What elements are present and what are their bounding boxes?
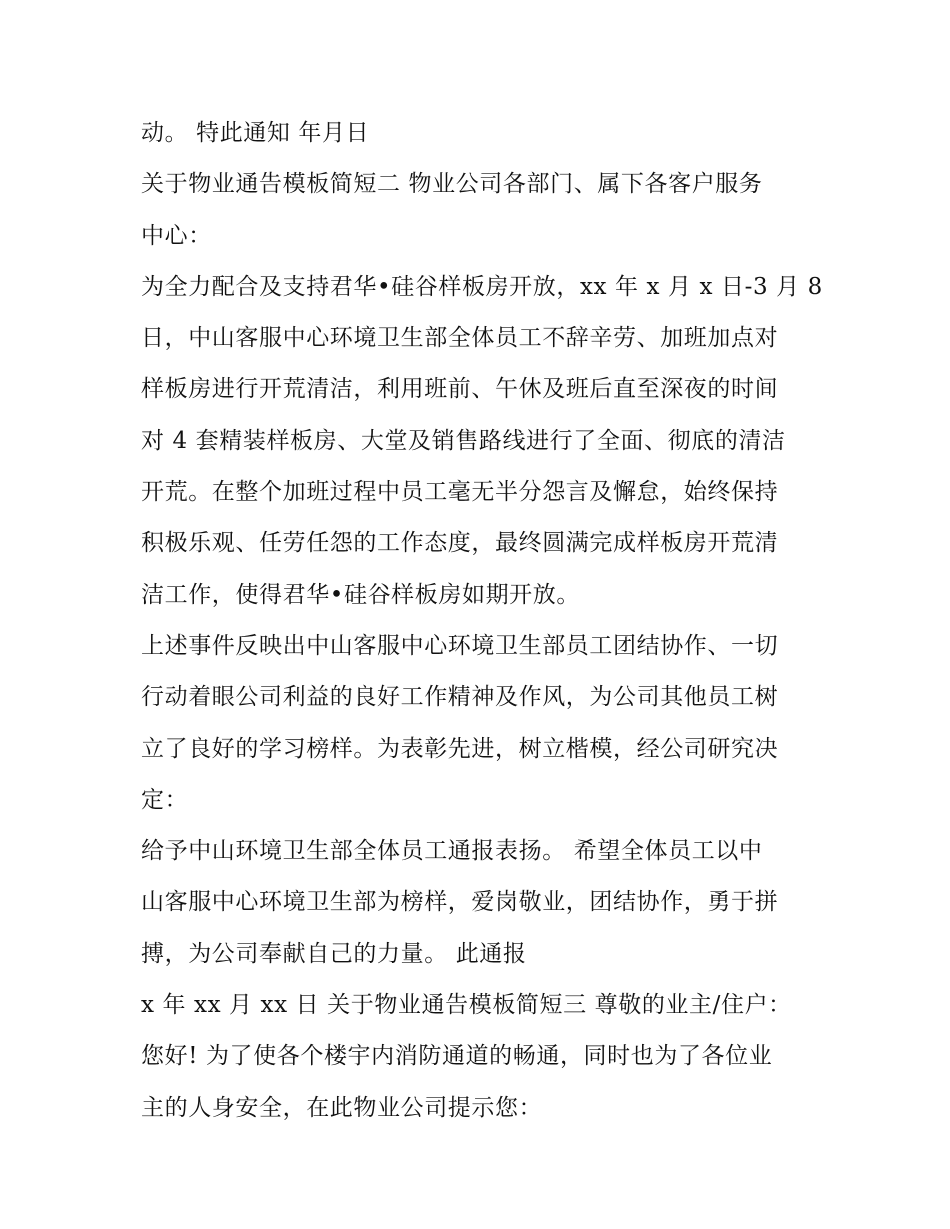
text-line: 积极乐观、任劳任怨的工作态度，最终圆满完成样板房开荒清 [141,530,779,557]
text-line: 给予中山环境卫生部全体员工通报表扬。 希望全体员工以中 [141,838,763,865]
text-line: 主的人身安全，在此物业公司提示您： [141,1094,543,1121]
text-line: 定： [141,786,189,813]
text-line: 搏，为公司奉献自己的力量。 此通报 [141,940,527,967]
text-line: 日，中山客服中心环境卫生部全体员工不辞辛劳、加班加点对 [141,325,779,352]
text-line: 山客服中心环境卫生部为榜样，爱岗敬业，团结协作，勇于拼 [141,889,779,916]
text-line: x 年 xx 月 xx 日 关于物业通告模板简短三 尊敬的业主/住户： [141,992,792,1019]
text-line: 为全力配合及支持君华•硅谷样板房开放，xx 年 x 月 x 日-3 月 8 [141,273,823,300]
text-line: 中心： [141,222,212,249]
text-line: 动。 特此通知 年月日 [141,120,370,146]
text-line: 立了良好的学习榜样。为表彰先进，树立楷模，经公司研究决 [141,735,779,762]
text-line: 行动着眼公司利益的良好工作精神及作风，为公司其他员工树 [141,684,779,711]
text-line: 洁工作，使得君华•硅谷样板房如期开放。 [141,581,580,608]
text-line: 您好! 为了使各个楼宇内消防通道的畅通，同时也为了各位业 [141,1043,773,1070]
text-line: 对 4 套精装样板房、大堂及销售路线进行了全面、彻底的清洁 [141,427,786,454]
text-line: 样板房进行开荒清洁，利用班前、午休及班后直至深夜的时间 [141,376,779,403]
text-line: 上述事件反映出中山客服中心环境卫生部员工团结协作、一切 [141,632,779,659]
document-body [141,108,821,1134]
text-line: 开荒。在整个加班过程中员工毫无半分怨言及懈怠，始终保持 [141,479,779,506]
text-line: 关于物业通告模板简短二 物业公司各部门、属下各客户服务 [141,171,763,198]
